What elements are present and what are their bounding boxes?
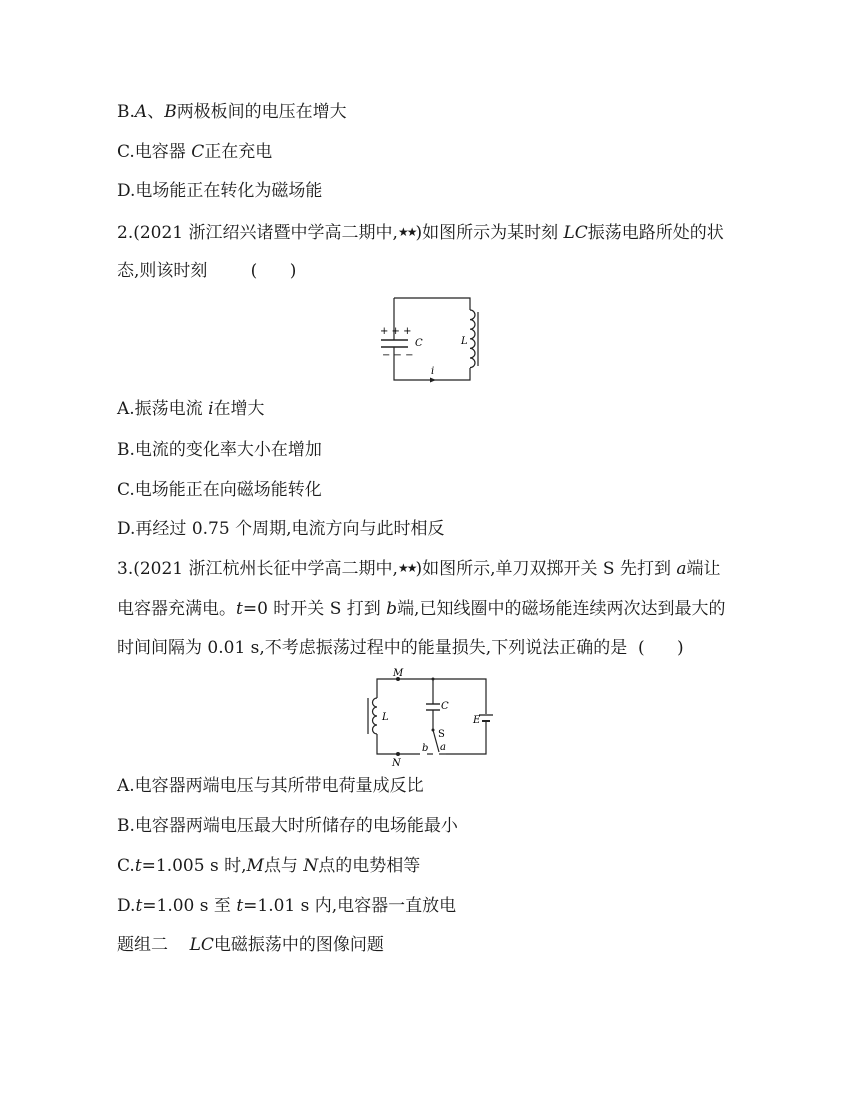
current-arrow-icon <box>430 378 436 383</box>
node-n-label: N <box>392 758 401 768</box>
q2-stem-line2: 态,则该时刻 ( ) <box>117 261 297 281</box>
current-label: i <box>431 366 435 377</box>
node-m-label: M <box>393 668 404 679</box>
inductor-label: L <box>461 336 468 347</box>
plus-charges: + + + <box>380 326 412 337</box>
q1-option-b: B.A、B两极板间的电压在增大 <box>117 102 347 122</box>
q1-option-c: C.电容器 C正在充电 <box>117 142 273 162</box>
q1-option-d: D.电场能正在转化为磁场能 <box>117 181 323 201</box>
difficulty-stars-icon: ★★ <box>397 225 416 239</box>
battery-label: E <box>473 715 481 726</box>
q2-option-a: A.振荡电流 i在增大 <box>117 399 265 419</box>
difficulty-stars-icon: ★★ <box>397 561 416 575</box>
capacitor-label: C <box>441 701 449 712</box>
q3-stem-line1: 3.(2021 浙江杭州长征中学高二期中,★★)如图所示,单刀双掷开关 S 先打到 a端让 <box>117 559 721 579</box>
terminal-a-label: a <box>440 742 446 753</box>
inductor-label: L <box>382 712 389 723</box>
q2-stem-line1: 2.(2021 浙江绍兴诸暨中学高二期中,★★)如图所示为某时刻 LC振荡电路所处的状 <box>117 223 724 243</box>
minus-charges: − − − <box>382 350 414 361</box>
switch-label: S <box>438 729 445 740</box>
q3-option-c: C.t=1.005 s 时,M点与 N点的电势相等 <box>117 856 421 876</box>
q2-option-c: C.电场能正在向磁场能转化 <box>117 480 322 500</box>
section-heading: 题组二 LC电磁振荡中的图像问题 <box>117 935 384 955</box>
lc-circuit-diagram <box>370 292 490 384</box>
capacitor-label: C <box>415 338 423 349</box>
q2-option-b: B.电流的变化率大小在增加 <box>117 440 322 460</box>
q3-option-a: A.电容器两端电压与其所带电荷量成反比 <box>117 776 424 796</box>
q3-stem-line3: 时间间隔为 0.01 s,不考虑振荡过程中的能量损失,下列说法正确的是 ( ) <box>117 638 684 658</box>
switch-circuit-diagram <box>360 668 500 768</box>
q2-option-d: D.再经过 0.75 个周期,电流方向与此时相反 <box>117 519 445 539</box>
node-n-dot <box>396 752 400 756</box>
q3-option-d: D.t=1.00 s 至 t=1.01 s 内,电容器一直放电 <box>117 896 457 916</box>
q3-option-b: B.电容器两端电压最大时所储存的电场能最小 <box>117 816 458 836</box>
q3-stem-line2: 电容器充满电。t=0 时开关 S 打到 b端,已知线圈中的磁场能连续两次达到最大的 <box>117 599 726 619</box>
terminal-b-label: b <box>422 743 429 754</box>
